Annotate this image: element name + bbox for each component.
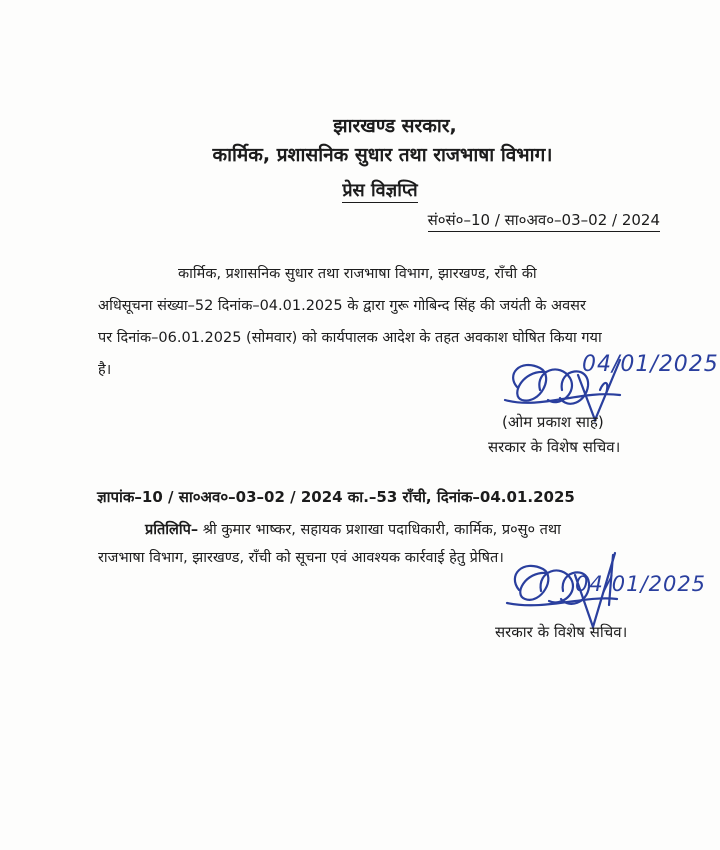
signatory-designation-2: सरकार के विशेष सचिव। — [495, 623, 628, 641]
reference-number: सं०सं०–10 / सा०अव०–03–02 / 2024 — [428, 210, 660, 232]
notice-line: कार्मिक, प्रशासनिक सुधार तथा राजभाषा विभाग, झारखण्ड, राँची की — [178, 266, 537, 282]
copy-line: राजभाषा विभाग, झारखण्ड, राँची को सूचना एवं आवश्यक कार्रवाई हेतु प्रेषित। — [98, 550, 504, 566]
signatory-designation: सरकार के विशेष सचिव। — [488, 438, 621, 456]
document-title: प्रेस विज्ञप्ति — [342, 180, 418, 201]
notice-line: पर दिनांक–06.01.2025 (सोमवार) को कार्यपालक आदेश के तहत अवकाश घोषित किया गया — [98, 330, 602, 346]
signature-1-date: 04/01/2025 — [582, 352, 719, 377]
department-name: कार्मिक, प्रशासनिक सुधार तथा राजभाषा विभाग। — [212, 144, 553, 166]
notice-line: है। — [98, 362, 112, 378]
memo-number: ज्ञापांक–10 / सा०अव०–03–02 / 2024 का.–53 राँची, दिनांक–04.01.2025 — [97, 488, 575, 506]
copy-line: प्रतिलिपि– श्री कुमार भाष्कर, सहायक प्रशाखा पदाधिकारी, कार्मिक, प्र०सु० तथा — [145, 522, 561, 538]
signature-2-date: 04/01/2025 — [575, 572, 707, 596]
signatory-name: (ओम प्रकाश साह) — [502, 413, 604, 431]
government-name: झारखण्ड सरकार, — [333, 115, 457, 137]
notice-line: अधिसूचना संख्या–52 दिनांक–04.01.2025 के द्वारा गुरू गोबिन्द सिंह की जयंती के अवसर — [98, 298, 586, 314]
copy-label: प्रतिलिपि– — [145, 522, 199, 538]
